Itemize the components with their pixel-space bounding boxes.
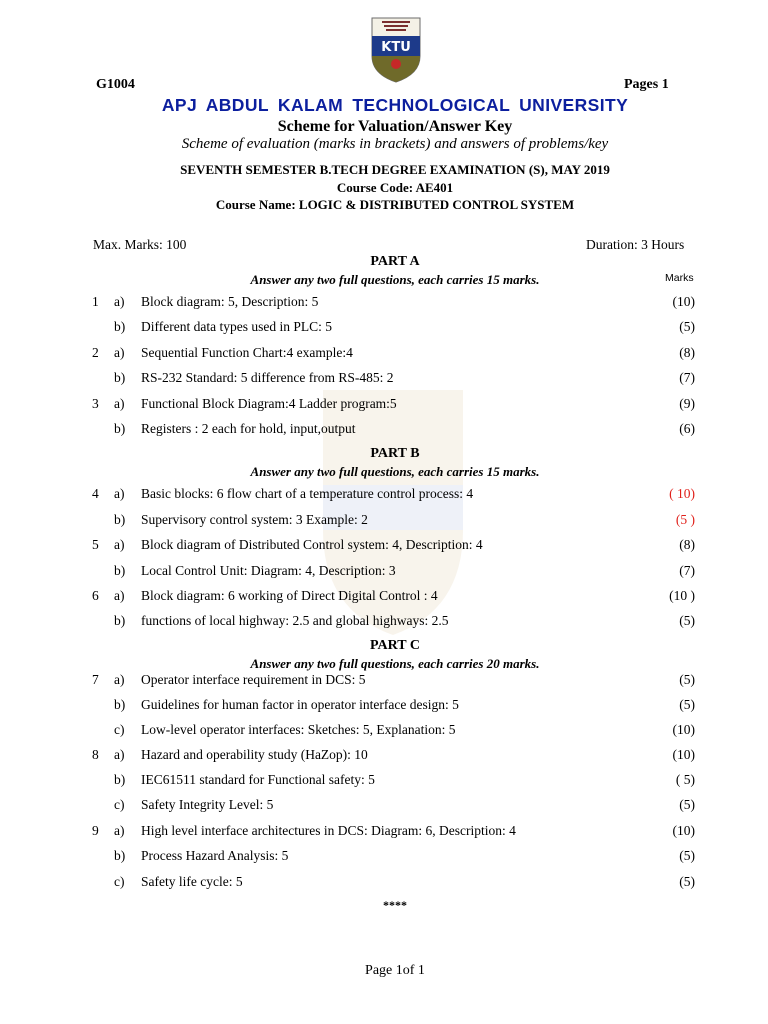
question-text: Supervisory control system: 3 Example: 2	[141, 512, 368, 527]
question-text: Block diagram: 5, Description: 5	[141, 294, 319, 309]
question-row	[0, 672, 768, 692]
question-row	[0, 848, 768, 868]
sub-label: b)	[114, 370, 126, 385]
course-name: Course Name: LOGIC & DISTRIBUTED CONTROL SYSTEM	[215, 197, 575, 212]
question-row	[0, 537, 768, 557]
sub-label: b)	[114, 512, 126, 527]
paper-code: G1004	[96, 77, 135, 92]
question-row	[0, 486, 768, 506]
part-a-instruction: Answer any two full questions, each carries 15 marks.	[250, 272, 540, 287]
question-row	[0, 370, 768, 390]
question-row	[0, 747, 768, 767]
question-text: Safety life cycle: 5	[141, 874, 243, 889]
question-marks: (7)	[679, 370, 695, 385]
question-text: functions of local highway: 2.5 and global highways: 2.5	[141, 613, 449, 628]
sub-label: a)	[114, 588, 125, 603]
sub-label: a)	[114, 294, 125, 309]
part-c-title: PART C	[370, 638, 420, 653]
question-text: Different data types used in PLC: 5	[141, 319, 332, 334]
question-text: Block diagram: 6 working of Direct Digital Control : 4	[141, 588, 438, 603]
question-marks: (10)	[672, 294, 695, 309]
question-row	[0, 874, 768, 894]
scheme-note: Scheme of evaluation (marks in brackets) and answers of problems/key	[181, 136, 609, 152]
sub-label: a)	[114, 823, 125, 838]
max-marks: Max. Marks: 100	[93, 237, 187, 252]
sub-label: a)	[114, 747, 125, 762]
question-marks: (5)	[679, 797, 695, 812]
sub-label: a)	[114, 537, 125, 552]
question-text: Safety Integrity Level: 5	[141, 797, 274, 812]
question-marks: (5)	[679, 613, 695, 628]
sub-label: a)	[114, 396, 125, 411]
sub-label: a)	[114, 486, 125, 501]
question-number: 8	[92, 747, 99, 762]
question-row	[0, 697, 768, 717]
sub-label: b)	[114, 848, 126, 863]
question-marks: (10)	[672, 823, 695, 838]
page-footer: Page 1of 1	[365, 963, 425, 978]
question-marks: (8)	[679, 537, 695, 552]
question-row	[0, 588, 768, 608]
sub-label: a)	[114, 672, 125, 687]
question-text: IEC61511 standard for Functional safety: 5	[141, 772, 375, 787]
question-text: Process Hazard Analysis: 5	[141, 848, 289, 863]
question-text: Basic blocks: 6 flow chart of a temperature control process: 4	[141, 486, 474, 501]
question-marks: (5)	[679, 319, 695, 334]
question-marks: (5 )	[675, 512, 695, 527]
question-row	[0, 345, 768, 365]
question-marks: ( 10)	[669, 486, 695, 501]
sub-label: b)	[114, 697, 126, 712]
question-text: RS-232 Standard: 5 difference from RS-485: 2	[141, 370, 394, 385]
question-marks: (10 )	[669, 588, 695, 603]
question-row	[0, 722, 768, 742]
question-row	[0, 421, 768, 441]
marks-heading: Marks	[665, 272, 694, 284]
question-number: 2	[92, 345, 99, 360]
question-row	[0, 563, 768, 583]
svg-text:KTU: KTU	[381, 40, 411, 55]
question-number: 1	[92, 294, 99, 309]
question-row	[0, 319, 768, 339]
exam-title: SEVENTH SEMESTER B.TECH DEGREE EXAMINATION (S), MAY 2019	[180, 162, 610, 177]
question-text: Operator interface requirement in DCS: 5	[141, 672, 366, 687]
end-stars: ****	[383, 898, 407, 912]
sub-label: c)	[114, 722, 125, 737]
question-marks: (5)	[679, 874, 695, 889]
part-b-title: PART B	[370, 446, 420, 461]
sub-label: b)	[114, 772, 126, 787]
question-number: 3	[92, 396, 99, 411]
scheme-title: Scheme for Valuation/Answer Key	[277, 118, 513, 135]
question-text: Functional Block Diagram:4 Ladder program:5	[141, 396, 397, 411]
duration: Duration: 3 Hours	[586, 237, 685, 252]
part-a-title: PART A	[370, 254, 420, 269]
question-text: Guidelines for human factor in operator interface design: 5	[141, 697, 459, 712]
question-number: 9	[92, 823, 99, 838]
question-row	[0, 772, 768, 792]
university-name: APJ ABDUL KALAM TECHNOLOGICAL UNIVERSITY	[161, 95, 629, 115]
question-number: 7	[92, 672, 99, 687]
sub-label: c)	[114, 874, 125, 889]
question-row	[0, 613, 768, 633]
question-text: Hazard and operability study (HaZop): 10	[141, 747, 368, 762]
question-row	[0, 823, 768, 843]
question-marks: (7)	[679, 563, 695, 578]
question-text: Sequential Function Chart:4 example:4	[141, 345, 353, 360]
question-marks: (10)	[672, 747, 695, 762]
sub-label: a)	[114, 345, 125, 360]
question-marks: (5)	[679, 672, 695, 687]
pages-count: Pages 1	[624, 77, 669, 92]
part-b-instruction: Answer any two full questions, each carries 15 marks.	[250, 464, 540, 479]
question-text: Block diagram of Distributed Control system: 4, Description: 4	[141, 537, 483, 552]
sub-label: b)	[114, 563, 126, 578]
question-row	[0, 396, 768, 416]
question-row	[0, 512, 768, 532]
question-marks: (6)	[679, 421, 695, 436]
question-text: Local Control Unit: Diagram: 4, Description: 3	[141, 563, 396, 578]
sub-label: b)	[114, 421, 126, 436]
question-number: 4	[92, 486, 99, 501]
part-c-instruction: Answer any two full questions, each carries 20 marks.	[250, 656, 540, 671]
question-marks: (9)	[679, 396, 695, 411]
sub-label: b)	[114, 319, 126, 334]
ktu-logo	[368, 14, 424, 84]
question-marks: (10)	[672, 722, 695, 737]
course-code: Course Code: AE401	[336, 180, 454, 195]
question-number: 6	[92, 588, 99, 603]
question-row	[0, 294, 768, 314]
question-marks: (8)	[679, 345, 695, 360]
question-marks: (5)	[679, 697, 695, 712]
question-marks: ( 5)	[675, 772, 695, 787]
sub-label: b)	[114, 613, 126, 628]
sub-label: c)	[114, 797, 125, 812]
question-text: Registers : 2 each for hold, input,output	[141, 421, 356, 436]
question-number: 5	[92, 537, 99, 552]
question-text: High level interface architectures in DCS: Diagram: 6, Description: 4	[141, 823, 516, 838]
question-marks: (5)	[679, 848, 695, 863]
question-text: Low-level operator interfaces: Sketches: 5, Explanation: 5	[141, 722, 456, 737]
question-row	[0, 797, 768, 817]
